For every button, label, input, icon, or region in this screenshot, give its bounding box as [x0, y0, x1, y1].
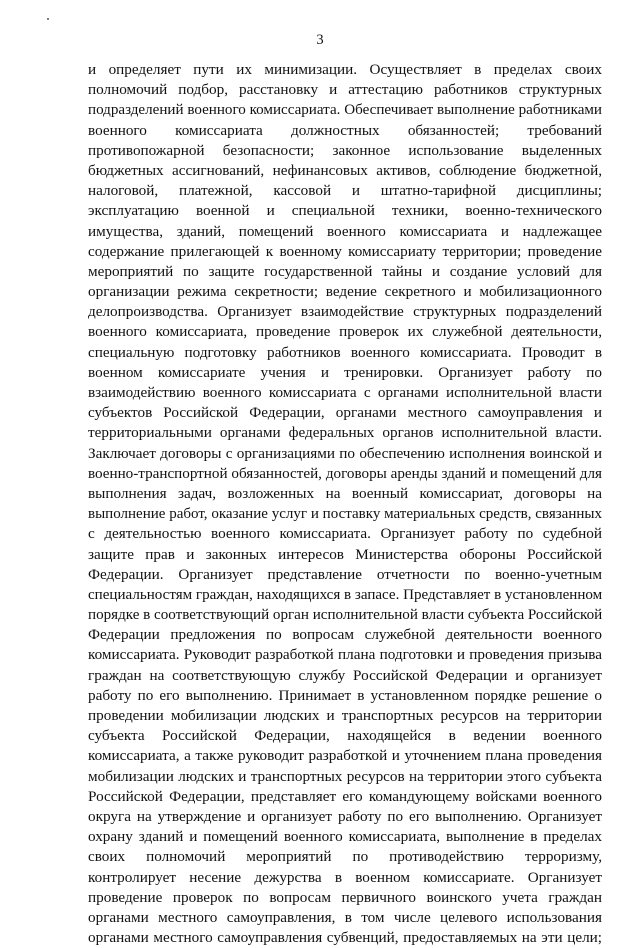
- text-line: военного комиссариата, проведение проверок их служебной деятельности,: [88, 323, 602, 341]
- text-line: проведение проверок по вопросам первичного воинского учета граждан: [88, 888, 602, 906]
- text-line: проведении мобилизации людских и транспортных ресурсов на территории: [88, 707, 602, 724]
- text-line: мероприятий по защите государственной тайны и создание условий для: [88, 262, 602, 280]
- text-line: Федерации. Организует представление отчетности по военно-учетным: [88, 565, 602, 583]
- text-line: контролирует несение дежурства в военном комиссариате. Организует: [88, 868, 602, 886]
- scan-speck: [47, 18, 49, 20]
- text-line: порядке в соответствующий орган исполнительной власти субъекта Российской: [88, 607, 603, 624]
- text-line: военно-транспортной обязанностей, договоры аренды зданий и помещений для: [88, 465, 602, 482]
- text-line: органами местного самоуправления субвенций, предоставляемых на эти цели;: [88, 929, 602, 947]
- page-number: 3: [316, 32, 324, 48]
- text-line: и определяет пути их минимизации. Осуществляет в пределах своих: [88, 61, 602, 78]
- text-line: охрану зданий и помещений военного комиссариата, выполнение в пределах: [88, 828, 602, 846]
- text-line: специальную подготовку работников военного комиссариата. Проводит в: [88, 343, 602, 361]
- text-line: с деятельностью военного комиссариата. Организует работу по судебной: [88, 525, 602, 543]
- text-line: полномочий подбор, расстановку и аттестацию работников структурных: [88, 81, 602, 99]
- text-line: комиссариата, а также руководит разработкой и уточнением плана проведения: [88, 747, 602, 765]
- text-line: Заключает договоры с организациями по обеспечению исполнения воинской и: [88, 444, 602, 462]
- text-line: граждан на соответствующую службу Российской Федерации и организует: [88, 666, 602, 684]
- text-line: содержание прилегающей к военному комиссариату территории; проведение: [88, 242, 602, 260]
- text-line: организации режима секретности; ведение секретного и мобилизационного: [88, 283, 602, 301]
- text-line: бюджетных ассигнований, нефинансовых активов, соблюдение бюджетной,: [88, 161, 602, 179]
- text-line: делопроизводства. Организует взаимодействие структурных подразделений: [88, 303, 602, 321]
- text-line: налоговой, платежной, кассовой и штатно-тарифной дисциплины;: [88, 182, 602, 200]
- text-line: защите прав и законных интересов Министерства обороны Российской: [88, 545, 602, 563]
- text-line: Российской Федерации, представляет его командующему войсками военного: [88, 787, 602, 805]
- text-line: выполнение работ, оказание услуг и поставку материальных средств, связанных: [88, 506, 602, 523]
- text-line: мобилизации людских и транспортных ресурсов на территории этого субъекта: [88, 767, 602, 785]
- text-line: военного комиссариата должностных обязанностей; требований: [88, 121, 602, 139]
- text-line: работу по его выполнению. Принимает в установленном порядке решение о: [88, 686, 602, 704]
- text-line: своих полномочий мероприятий по противодействию терроризму,: [88, 848, 602, 866]
- text-line: Федерации предложения по вопросам служебной деятельности военного: [88, 626, 602, 644]
- text-line: противопожарной безопасности; законное использование выделенных: [88, 141, 602, 159]
- text-line: субъектов Российской Федерации, органами местного самоуправления и: [88, 404, 602, 422]
- text-line: субъекта Российской Федерации, находящейся в ведении военного: [88, 727, 602, 745]
- text-line: округа на утверждение и организует работу по его выполнению. Организует: [88, 807, 602, 825]
- text-line: подразделений военного комиссариата. Обеспечивает выполнение работниками: [88, 102, 602, 119]
- text-line: органами местного самоуправления, в том числе целевого использования: [88, 908, 602, 926]
- text-line: территориальными органами федеральных органов исполнительной власти.: [88, 424, 602, 442]
- text-line: комиссариата. Руководит разработкой плана подготовки и проведения призыва: [88, 646, 602, 664]
- text-line: имущества, зданий, помещений военного комиссариата и надлежащее: [88, 222, 602, 240]
- text-line: эксплуатацию военной и специальной техники, военно-технического: [88, 202, 602, 220]
- text-line: выполнения задач, возложенных на военный комиссариат, договоры на: [88, 484, 602, 502]
- text-line: специальностям граждан, находящихся в запасе. Представляет в установленном: [88, 586, 603, 603]
- text-line: взаимодействию военного комиссариата с органами исполнительной власти: [88, 384, 602, 401]
- body-paragraph: [88, 60, 602, 948]
- text-line: военном комиссариате учения и тренировки. Организует работу по: [88, 363, 602, 381]
